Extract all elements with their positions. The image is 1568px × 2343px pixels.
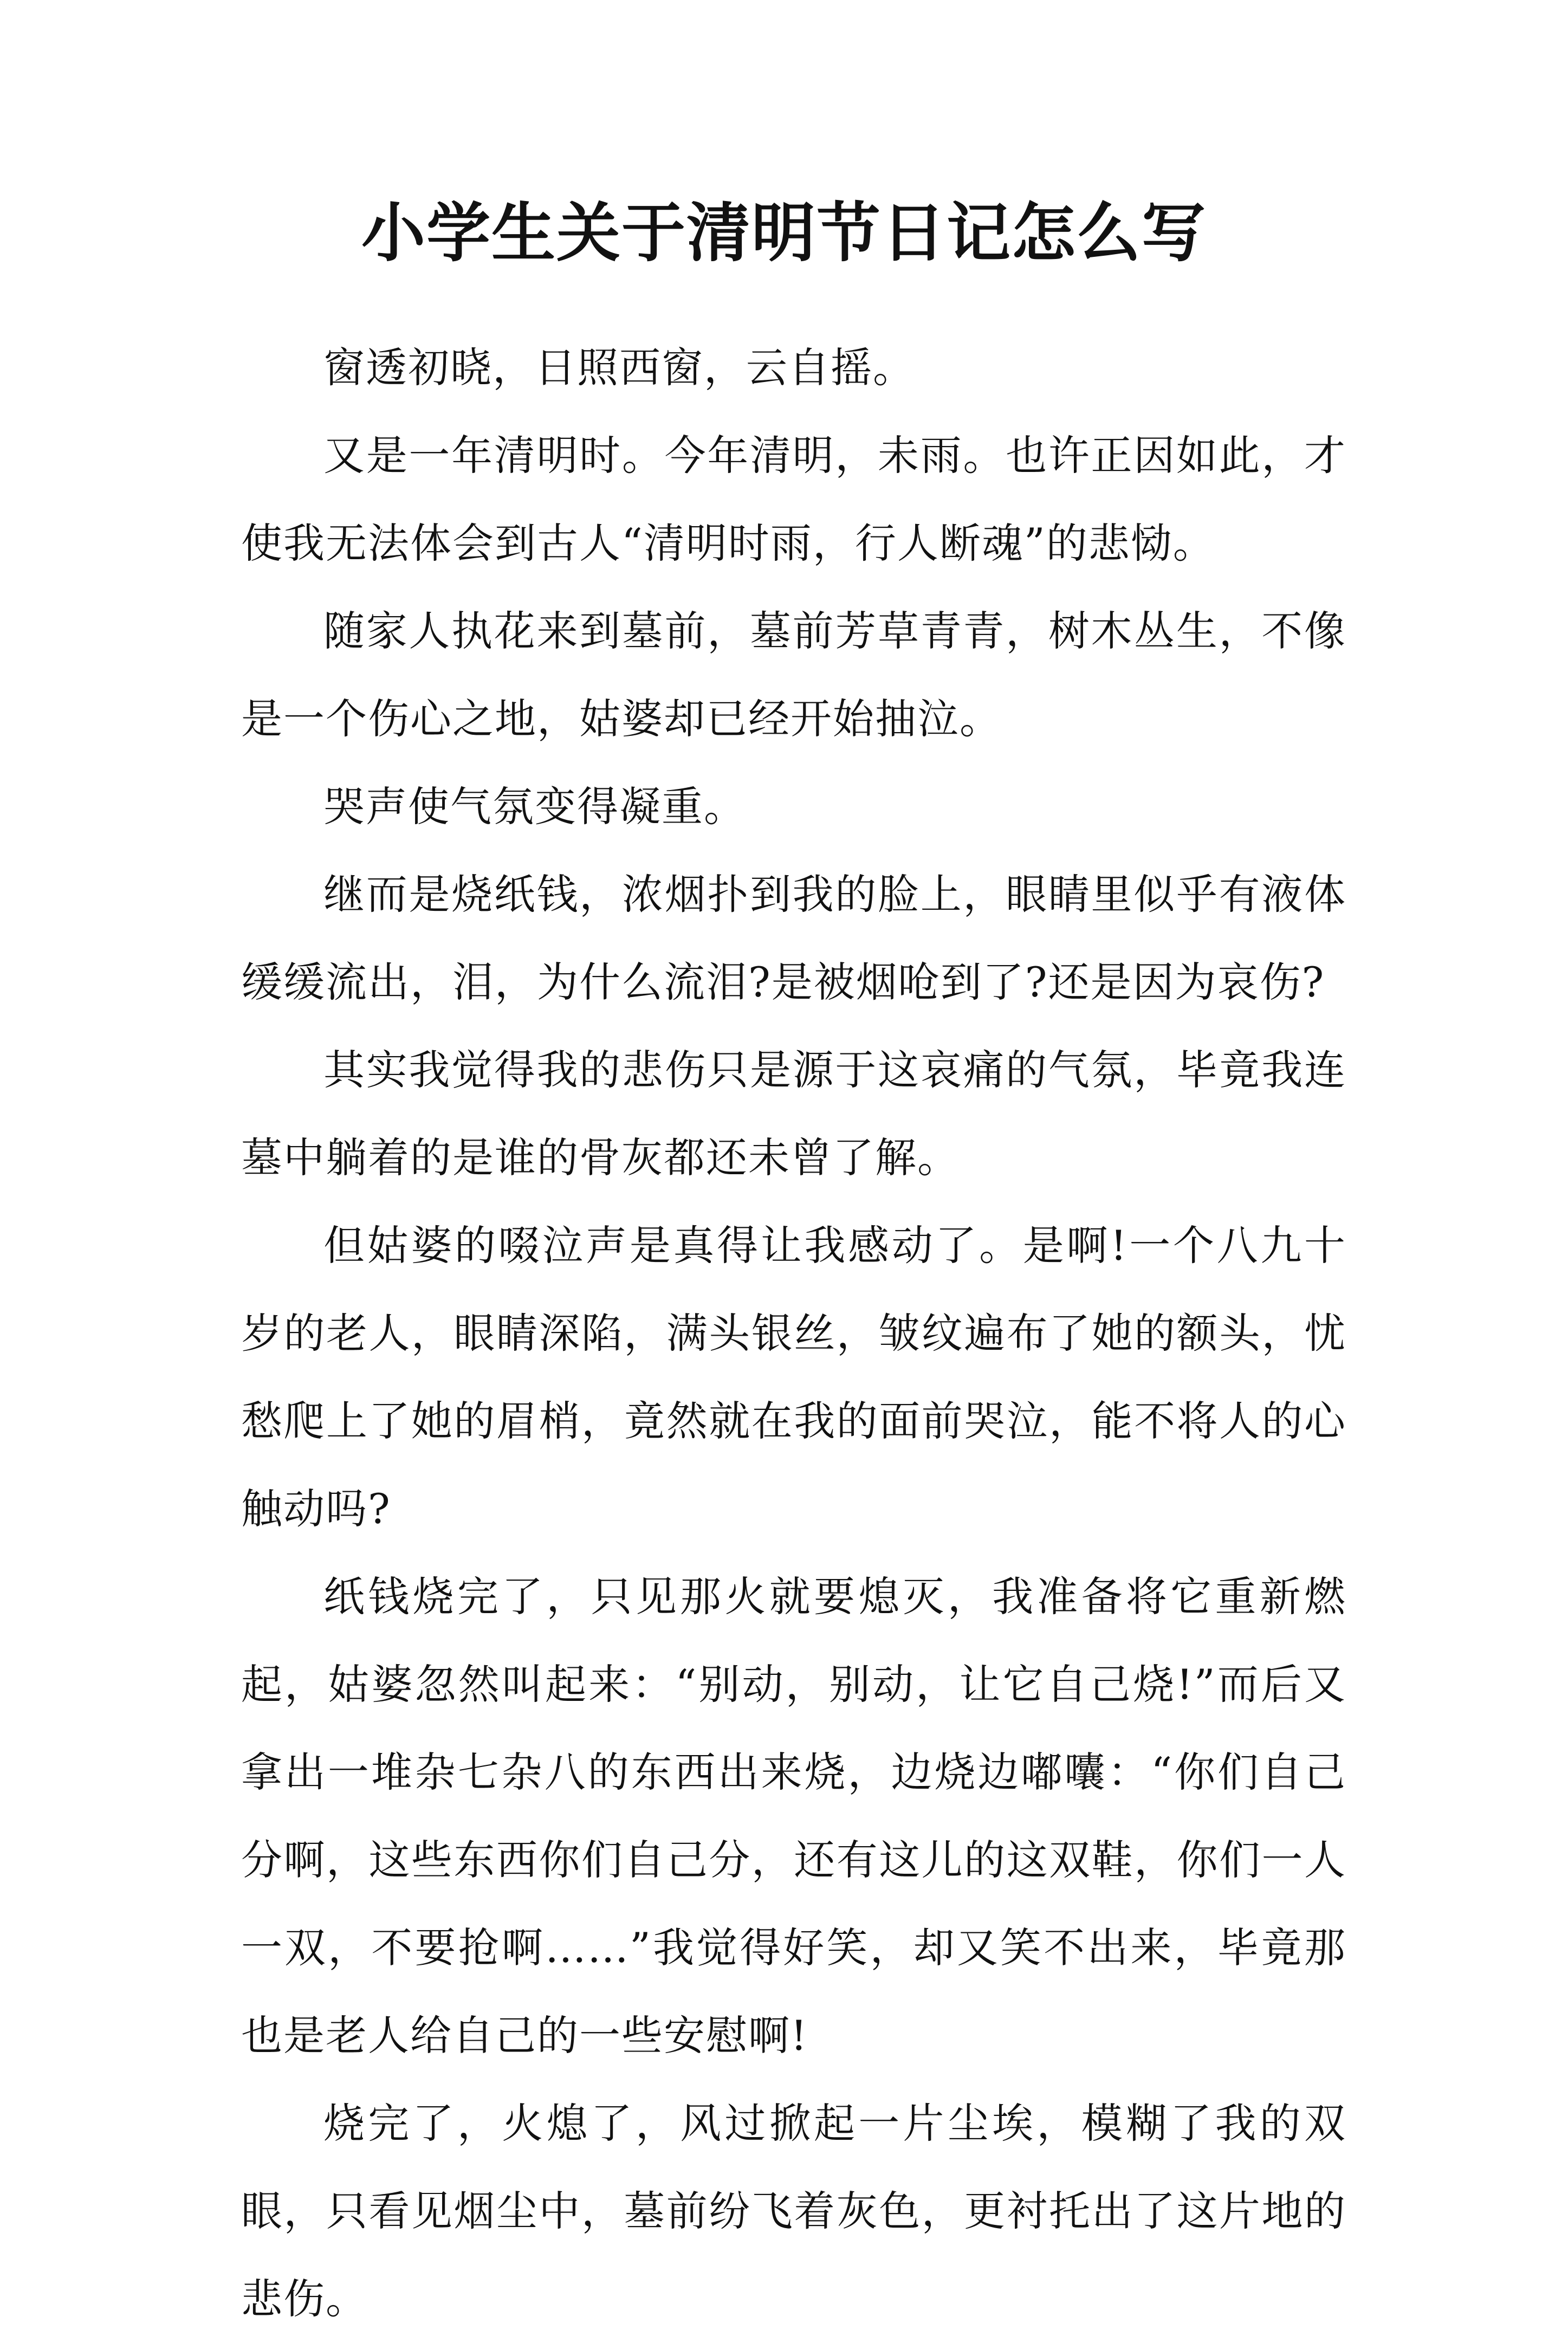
paragraph-3: 随家人执花来到墓前，墓前芳草青青，树木丛生，不像是一个伤心之地，姑婆却已经开始抽泣。 [241,607,1346,743]
paragraph-6: 其实我觉得我的悲伤只是源于这哀痛的气氛，毕竟我连墓中躺着的是谁的骨灰都还未曾了解。 [241,1046,1346,1182]
paragraph-5: 继而是烧纸钱，浓烟扑到我的脸上，眼睛里似乎有液体缓缓流出，泪，为什么流泪?是被烟呛到了?还是因为哀伤? [241,870,1346,1006]
document-title: 小学生关于清明节日记怎么写 [361,195,1207,270]
paragraph-9: 烧完了，火熄了，风过掀起一片尘埃，模糊了我的双眼，只看见烟尘中，墓前纷飞着灰色，更衬托出了这片地的悲伤。 [241,2099,1346,2323]
paragraph-8: 纸钱烧完了，只见那火就要熄灭，我准备将它重新燃起，姑婆忽然叫起来：“别动，别动，让它自己烧!”而后又拿出一堆杂七杂八的东西出来烧，边烧边嘟囔：“你们自己分啊，这些东西你们自己分，还有这儿的这双鞋，你们一人一双，不要抢啊……”我觉得好笑，却又笑不出来，毕竟那也是老人给自己的一些安慰啊! [241,1572,1346,2060]
paragraph-1: 窗透初晓，日照西窗，云自摇。 [323,344,915,392]
document-body [241,324,1346,2343]
paragraph-2: 又是一年清明时。今年清明，未雨。也许正因如此，才使我无法体会到古人“清明时雨，行人断魂”的悲恸。 [241,431,1346,567]
paragraph-4: 哭声使气氛变得凝重。 [323,782,746,831]
paragraph-7: 但姑婆的啜泣声是真得让我感动了。是啊!一个八九十岁的老人，眼睛深陷，满头银丝，皱纹遍布了她的额头，忧愁爬上了她的眉梢，竟然就在我的面前哭泣，能不将人的心触动吗? [241,1221,1346,1533]
